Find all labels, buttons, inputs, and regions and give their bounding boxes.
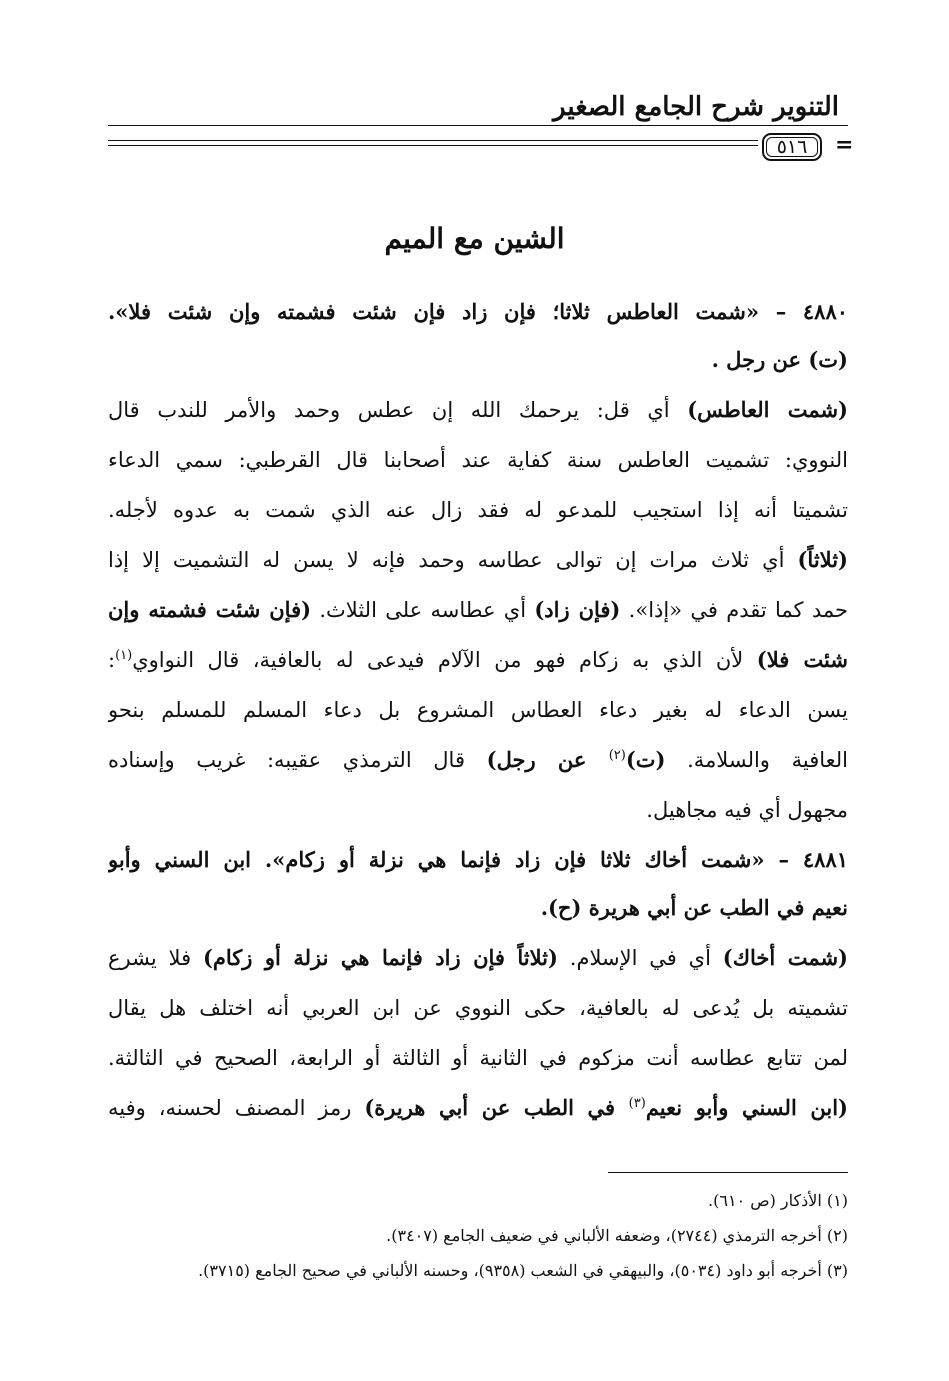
hadith-4881: [108, 840, 848, 880]
hadith-source: (ت) عن رجل .: [711, 347, 848, 372]
hadith-4880: [108, 292, 848, 332]
commentary-line: (ابن السني وأبو نعيم$^{(٣)}$ في الطب عن أبي هريرة) رمز المصنف لحسنه، وفيه: [108, 1095, 848, 1120]
commentary-line: (شمت العاطس) أي قل: يرحمك الله إن عطس وحمد والأمر للندب قال: [108, 397, 848, 422]
commentary-line: لمن تتابع عطاسه أنت مزكوم في الثانية أو الثالثة أو الرابعة، الصحيح في الثالثة.: [108, 1046, 848, 1070]
commentary-line: شئت فلا) لأن الذي به زكام فهو من الآلام فيدعى له بالعافية، قال النواوي$^{(١)}$:: [108, 647, 848, 672]
hadith-4880-source: [108, 340, 848, 380]
section-title: الشين مع الميم: [384, 222, 565, 255]
footnote-2: (٢) أخرجه الترمذي (٢٧٤٤)، وضعفه الألباني في ضعيف الجامع (٣٤٠٧).: [386, 1226, 848, 1245]
footnote-ref: (٢): [608, 748, 626, 763]
hadith-number: ٤٨٨١ –: [778, 847, 848, 872]
footnote-ref: (٣): [628, 1096, 646, 1111]
page-number: ٥١٦: [762, 133, 822, 161]
header-rule-left-a: [108, 140, 758, 141]
commentary-line: يسن الدعاء له بغير دعاء العطاس المشروع بل دعاء المسلم للمسلم بنحو: [108, 698, 848, 722]
commentary-line: (شمت أخاك) أي في الإسلام. (ثلاثاً فإن زاد فإنما هي نزلة أو زكام) فلا يشرع: [108, 945, 848, 970]
commentary-line: تشميته بل يُدعى له بالعافية، حكى النووي عن ابن العربي أنه اختلف هل يقال: [108, 996, 848, 1020]
header-rule-top: [108, 125, 848, 126]
hadith-number: ٤٨٨٠ –: [775, 299, 848, 324]
commentary-line: العافية والسلامة. (ت)$^{(٢)}$ عن رجل) قال الترمذي عقيبه: غريب وإسناده: [108, 747, 848, 772]
hadith-text: «شمت أخاك ثلاثا فإن زاد فإنما هي نزلة أو زكام». ابن السني وأبو: [108, 847, 765, 872]
commentary-line: تشميتا أنه إذا استجيب للمدعو له فقد زال عنه الذي شمت به عدوه لأجله.: [108, 498, 848, 522]
page-number-mark: =: [835, 132, 854, 158]
running-title: التنوير شرح الجامع الصغير: [553, 92, 839, 122]
footnote-3: (٣) أخرجه أبو داود (٥٠٣٤)، والبيهقي في الشعب (٩٣٥٨)، وحسنه الألباني في صحيح الجامع (٣٧١٥).: [198, 1261, 848, 1280]
hadith-text: «شمت العاطس ثلاثا؛ فإن زاد فإن شئت فشمته وإن شئت فلا».: [108, 299, 759, 324]
footnote-1: (١) الأذكار (ص ٦١٠).: [708, 1191, 848, 1210]
footnote-separator: [608, 1172, 848, 1173]
header-rule-left-b: [108, 145, 758, 146]
commentary-line: (ثلاثاً) أي ثلاث مرات إن توالى عطاسه وحمد فإنه لا يسن له التشميت إلا إذا: [108, 547, 848, 572]
commentary-line: النووي: تشميت العاطس سنة كفاية عند أصحابنا قال القرطبي: سمي الدعاء: [108, 448, 848, 472]
hadith-4881-source: [108, 888, 848, 928]
footnote-ref: (١): [115, 648, 133, 663]
commentary-line: حمد كما تقدم في «إذا». (فإن زاد) أي عطاسه على الثلاث. (فإن شئت فشمته وإن: [108, 597, 848, 622]
hadith-source: نعيم في الطب عن أبي هريرة (ح).: [540, 895, 848, 920]
commentary-line: مجهول أي فيه مجاهيل.: [646, 798, 848, 822]
